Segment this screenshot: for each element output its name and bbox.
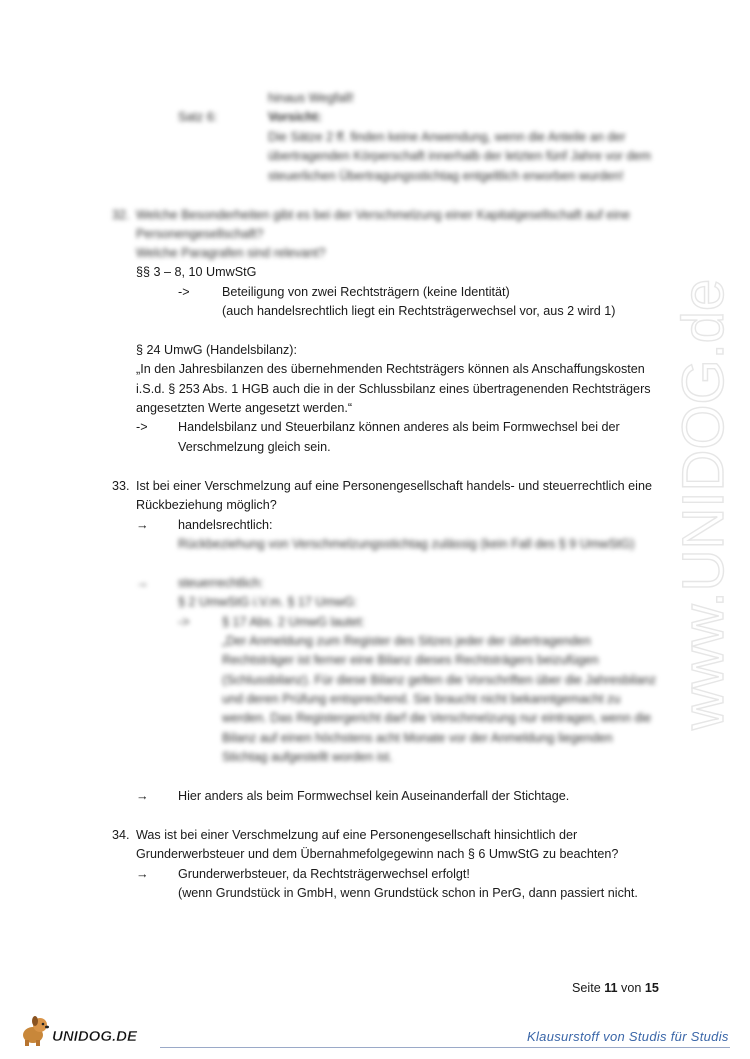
page-total: 15 [644, 981, 659, 995]
page-number [572, 981, 659, 995]
q33-quote-6: Bilanz auf einen höchstens acht Monate vor der Anmeldung liegenden [222, 731, 613, 745]
q32-arrow-2-text-1: Handelsbilanz und Steuerbilanz können anderes als beim Formwechsel bei der [178, 420, 620, 434]
q33-sub-ref: § 17 Abs. 2 UmwG lautet: [222, 615, 365, 629]
q33-quote-4: und deren Prüfung entsprechend. Sie braucht nicht bekanntgemacht zu [222, 692, 621, 706]
q33-quote-5: werden. Das Registergericht darf die Verschmelzung nur eintragen, wenn die [222, 711, 652, 725]
q32-quote-1: „In den Jahresbilanzen des übernehmenden Rechtsträgers können als Anschaffungskosten [136, 362, 645, 376]
footer-tagline: Klausurstoff von Studis für Studis [527, 1029, 729, 1044]
q33-number: 33. [112, 479, 130, 493]
q34-number: 34. [112, 828, 130, 842]
logo-text: UNIDOG.DE [52, 1028, 138, 1045]
q34-answer-1: Grunderwerbsteuer, da Rechtsträgerwechsel erfolgt! [178, 867, 470, 881]
q32-quote-3: angesetzten Werte angesetzt werden.“ [136, 401, 353, 415]
q33-final-text: Hier anders als beim Formwechsel kein Auseinanderfall der Stichtage. [178, 789, 570, 803]
q34-line-2: Grunderwerbsteuer und dem Übernahmefolgegewinn nach § 6 UmwStG zu beachten? [136, 847, 619, 861]
q33-sub-arrow: -> [178, 615, 190, 629]
q32-quote-2: i.S.d. § 253 Abs. 1 HGB auch die in der Schlussbilanz eines übertragenenden Rechtsträgers [136, 382, 651, 396]
q32-line-1: Welche Besonderheiten gibt es bei der Verschmelzung einer Kapitalgesellschaft auf eine [136, 208, 631, 222]
q32-arrow-1-text-1: Beteiligung von zwei Rechtsträgern (keine Identität) [222, 285, 510, 299]
q33-steuer-arrow: → [136, 576, 149, 590]
watermark-text: www.UNIDOG.de [671, 278, 736, 730]
q32-number: 32. [112, 208, 130, 222]
q33-steuer-ref: § 2 UmwStG i.V.m. § 17 UmwG: [178, 595, 358, 609]
q33-steuer: steuerrechtlich: [178, 576, 264, 590]
q32-arrow-1: -> [178, 285, 190, 299]
footer-rule [160, 1047, 730, 1048]
q34-arrow: → [136, 867, 149, 881]
q34-answer-2: (wenn Grundstück in GmbH, wenn Grundstück schon in PerG, dann passiert nicht. [178, 886, 638, 900]
q32-paragraphs: §§ 3 – 8, 10 UmwStG [136, 265, 257, 279]
page-current: 11 [604, 981, 618, 995]
unidog-logo [20, 1013, 160, 1049]
q33-quote-2: Rechtsträger ist ferner eine Bilanz dieses Rechtsträgers beizufügen [222, 653, 599, 667]
q32-arrow-2-text-2: Verschmelzung gleich sein. [178, 440, 331, 454]
top-line-3: übertragenden Körperschaft innerhalb der letzten fünf Jahre vor dem [268, 149, 651, 163]
q32-umwg-heading: § 24 UmwG (Handelsbilanz): [136, 343, 297, 357]
page-seite-label: Seite [572, 981, 601, 995]
q32-line-2: Personengesellschaft? [136, 227, 264, 241]
q33-quote-3: (Schlussbilanz). Für diese Bilanz gelten die Vorschriften über die Jahresbilanz [222, 673, 657, 687]
top-line-1: hinaus Wegfall! [268, 91, 354, 105]
q33-handels: handelsrechtlich: [178, 518, 273, 532]
watermark [628, 270, 750, 740]
vorsicht-heading: Vorsicht: [268, 110, 322, 124]
q33-handels-detail: Rückbeziehung von Verschmelzungsstichtag zulässig (kein Fall des § 9 UmwStG) [178, 537, 635, 551]
page-von-label: von [621, 981, 642, 995]
q33-line-2: Rückbeziehung möglich? [136, 498, 277, 512]
q33-arrow: → [136, 518, 149, 532]
q34-line-1: Was ist bei einer Verschmelzung auf eine Personengesellschaft hinsichtlich der [136, 828, 578, 842]
q33-final-arrow: → [136, 789, 149, 803]
q33-quote-1: „Der Anmeldung zum Register des Sitzes jeder der übertragenden [222, 634, 591, 648]
q33-quote-7: Stichtag aufgestellt worden ist. [222, 750, 393, 764]
top-line-4: steuerlichen Übertragungsstichtag entgeltlich erworben wurden! [268, 169, 624, 183]
q32-arrow-2: -> [136, 420, 148, 434]
q32-line-3: Welche Paragrafen sind relevant? [136, 246, 326, 260]
satz-label: Satz 6: [178, 110, 218, 124]
q33-line-1: Ist bei einer Verschmelzung auf eine Personengesellschaft handels- und steuerrechtlich eine [136, 479, 652, 493]
dog-icon [23, 1016, 49, 1046]
q32-arrow-1-text-2: (auch handelsrechtlich liegt ein Rechtsträgerwechsel vor, aus 2 wird 1) [222, 304, 616, 318]
top-line-2: Die Sätze 2 ff. finden keine Anwendung, wenn die Anteile an der [268, 130, 626, 144]
